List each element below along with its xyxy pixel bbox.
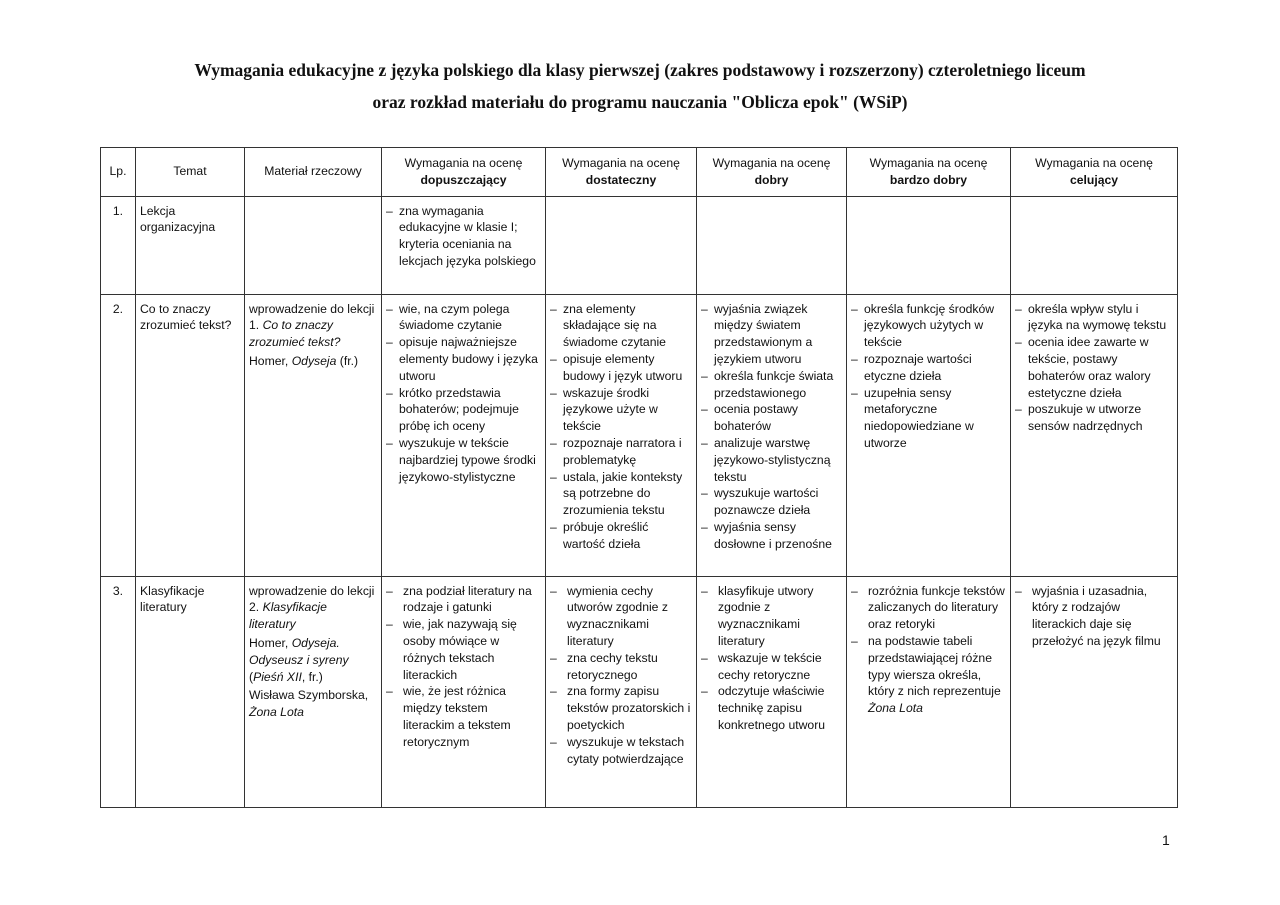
requirement-item: – określa funkcję środków językowych użytych w tekście [851,301,1006,351]
page-number: 1 [1162,832,1170,848]
row-grade-sufficient [382,294,546,576]
header-grade-label: celujący [1069,172,1119,187]
requirement-item: – ustala, jakie konteksty są potrzebne do zrozumienia tekstu [550,469,692,519]
requirement-item: – wskazuje środki językowe użyte w tekście [550,385,692,435]
material-source: Homer, Odyseja. Odyseusz i syreny (Pieśń XII, fr.) [249,635,349,684]
header-grade-label: dopuszczający [420,172,507,187]
requirement-item: – wyszukuje wartości poznawcze dzieła [701,485,842,519]
material-source: Wisława Szymborska, Żona Lota [249,688,369,720]
requirement-item: – określa funkcje świata przedstawionego [701,368,842,402]
requirement-item: – zna elementy składające się na świadome czytanie [550,301,692,351]
header-grade-very-good [847,148,1011,197]
row-grade-sufficient [382,196,546,294]
requirement-list [386,301,541,486]
header-lp: Lp. [101,148,136,197]
requirement-item: – wskazuje w tekście cechy retoryczne [701,650,842,684]
requirement-item: – rozróżnia funkcje tekstów zaliczanych do literatury oraz retoryki [851,583,1006,633]
row-number: 2. [101,294,136,576]
requirement-item: – zna podział literatury na rodzaje i gatunki [386,583,541,617]
header-prefix: Wymagania na ocenę [1035,156,1153,170]
requirement-item: – wyjaśnia sensy dosłowne i przenośne [701,519,842,553]
requirement-item: – poszukuje w utworze sensów nadrzędnych [1015,401,1173,435]
row-grade-satisfactory [546,196,697,294]
material-source: Homer, Odyseja (fr.) [249,353,359,368]
table-row [101,294,1178,576]
row-topic: Co to znaczy zrozumieć tekst? [136,294,245,576]
header-grade-label: dobry [754,172,789,187]
header-grade-sufficient [382,148,546,197]
requirement-item: – wyszukuje w tekstach cytaty potwierdzające [550,734,692,768]
row-number: 1. [101,196,136,294]
requirement-item: – wie, na czym polega świadome czytanie [386,301,541,335]
row-topic: Lekcja organizacyjna [136,196,245,294]
requirement-list [386,583,541,751]
row-grade-good [697,294,847,576]
header-material: Materiał rzeczowy [245,148,382,197]
requirement-item: – krótko przedstawia bohaterów; podejmuje próbę ich oceny [386,385,541,435]
material-intro: wprowadzenie do lekcji 2. Klasyfikacje literatury [249,583,375,632]
requirement-item: – klasyfikuje utwory zgodnie z wyznacznikami literatury [701,583,842,650]
row-material [245,196,382,294]
row-grade-excellent [1011,294,1178,576]
header-prefix: Wymagania na ocenę [712,156,831,170]
row-grade-very-good [847,576,1011,807]
header-grade-excellent [1011,148,1178,197]
requirement-list [1015,583,1173,650]
requirement-list [1015,301,1173,435]
header-grade-satisfactory [546,148,697,197]
requirement-item: – uzupełnia sensy metaforyczne niedopowiedziane w utworze [851,385,1006,452]
requirement-list [386,203,541,270]
material-intro: wprowadzenie do lekcji 1. Co to znaczy zrozumieć tekst? [249,301,375,350]
requirement-item: – próbuje określić wartość dzieła [550,519,692,553]
row-grade-very-good [847,294,1011,576]
row-grade-sufficient [382,576,546,807]
requirement-item: – wyjaśnia związek między światem przedstawionym a językiem utworu [701,301,842,368]
header-prefix: Wymagania na ocenę [562,156,680,170]
header-grade-label: bardzo dobry [889,172,968,187]
header-prefix: Wymagania na ocenę [869,156,988,170]
row-topic: Klasyfikacje literatury [136,576,245,807]
requirement-item: – opisuje najważniejsze elementy budowy i języka utworu [386,334,541,384]
requirement-item: – określa wpływ stylu i języka na wymowę tekstu [1015,301,1173,335]
requirement-item: – wie, że jest różnica między tekstem literackim a tekstem retorycznym [386,683,541,750]
requirement-item: – analizuje warstwę językowo-stylistyczną tekstu [701,435,842,485]
row-material [245,294,382,576]
requirement-item: – ocenia idee zawarte w tekście, postawy bohaterów oraz walory estetyczne dzieła [1015,334,1173,401]
page-title-line-2: oraz rozkład materiału do programu nauczania "Oblicza epok" (WSiP) [372,92,908,112]
requirement-list [550,583,692,768]
table-row [101,576,1178,807]
row-grade-excellent [1011,576,1178,807]
requirement-item: – rozpoznaje wartości etyczne dzieła [851,351,1006,385]
requirement-item: – opisuje elementy budowy i język utworu [550,351,692,385]
table-row [101,196,1178,294]
requirement-item: – wyjaśnia i uzasadnia, który z rodzajów literackich daje się przełożyć na język filmu [1015,583,1173,650]
requirement-item: – ocenia postawy bohaterów [701,401,842,435]
header-grade-label: dostateczny [585,172,657,187]
requirements-table [100,147,1178,808]
row-material [245,576,382,807]
requirement-list [851,301,1006,452]
page-title-line-1: Wymagania edukacyjne z języka polskiego dla klasy pierwszej (zakres podstawowy i rozszerzony) czteroletniego liceum [194,60,1086,80]
header-topic: Temat [136,148,245,197]
row-grade-good [697,576,847,807]
requirement-item: – zna formy zapisu tekstów prozatorskich i poetyckich [550,683,692,733]
requirement-item: – wie, jak nazywają się osoby mówiące w różnych tekstach literackich [386,616,541,683]
table-header-row [101,148,1178,197]
row-grade-satisfactory [546,576,697,807]
requirement-list [550,301,692,553]
requirement-item: – zna wymagania edukacyjne w klasie I; kryteria oceniania na lekcjach języka polskiego [386,203,541,270]
row-grade-very-good [847,196,1011,294]
row-number: 3. [101,576,136,807]
requirement-list [851,583,1006,717]
row-grade-good [697,196,847,294]
header-prefix: Wymagania na ocenę [404,156,523,170]
row-grade-satisfactory [546,294,697,576]
requirement-list [701,583,842,734]
header-grade-good [697,148,847,197]
requirement-list [701,301,842,553]
requirement-item: – zna cechy tekstu retorycznego [550,650,692,684]
row-grade-excellent [1011,196,1178,294]
requirement-item: – rozpoznaje narratora i problematykę [550,435,692,469]
requirement-item: – odczytuje właściwie technikę zapisu konkretnego utworu [701,683,842,733]
requirement-item: – wymienia cechy utworów zgodnie z wyznacznikami literatury [550,583,692,650]
requirement-item: – wyszukuje w tekście najbardziej typowe środki językowo-stylistyczne [386,435,541,485]
requirement-item: – na podstawie tabeli przedstawiającej różne typy wiersza określa, który z nich reprezentuje Żona Lota [851,633,1006,717]
